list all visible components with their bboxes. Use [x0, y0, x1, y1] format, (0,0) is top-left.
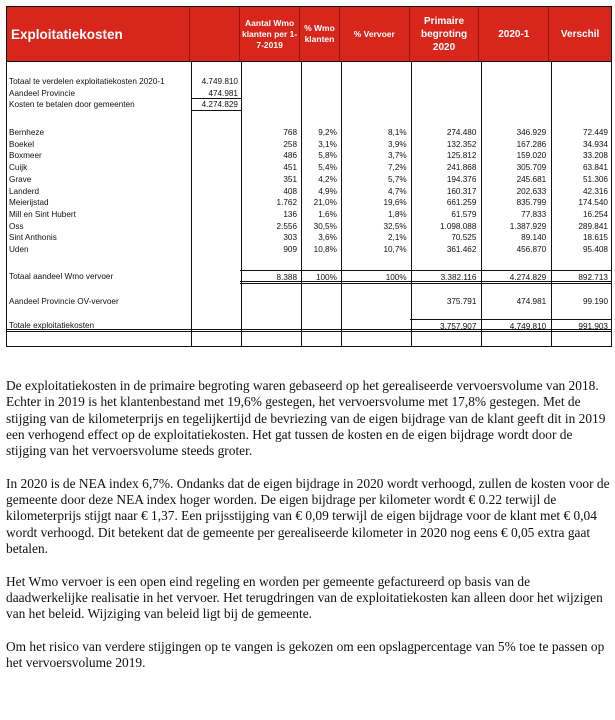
- verschil-cell: 72.449: [582, 128, 608, 138]
- y2020-1-cell: 456.870: [516, 244, 547, 254]
- paragraph-opslagpercentage: Om het risico van verdere stijgingen op te vangen is gekozen om een opslagpercentage van 5% toe te passen op het vervoersvolume 2019.: [6, 638, 605, 671]
- table-row: [7, 197, 611, 209]
- totaal-pct-vervoer: 100%: [340, 270, 410, 284]
- summary-value: 4.749.810: [201, 77, 238, 86]
- verschil-cell: 174.540: [578, 198, 608, 208]
- primaire-cell: 361.462: [446, 244, 477, 254]
- summary-label: Aandeel Provincie: [9, 88, 75, 98]
- table-row: [7, 209, 611, 221]
- pct-vervoer-cell: 7,2%: [387, 163, 407, 173]
- summary-row: [7, 99, 611, 111]
- gemeente-name: Boekel: [9, 139, 35, 149]
- primaire-cell: 132.352: [446, 139, 477, 149]
- pct-wmo-cell: 4,2%: [318, 174, 337, 184]
- totaal-wmo-label: Totaal aandeel Wmo vervoer: [9, 271, 114, 281]
- exploitatiekosten-table: [6, 6, 612, 347]
- verschil-cell: 16.254: [582, 209, 608, 219]
- pct-wmo-cell: 30,5%: [313, 221, 337, 231]
- table-row: [7, 150, 611, 162]
- table-row: [7, 162, 611, 174]
- table-row: [7, 174, 611, 186]
- totaal-2020-1: 4.274.829: [479, 270, 549, 284]
- pct-wmo-cell: 1,6%: [318, 209, 337, 219]
- pct-vervoer-cell: 3,7%: [387, 151, 407, 161]
- pct-wmo-cell: 5,8%: [318, 151, 337, 161]
- pct-wmo-cell: 21,0%: [313, 198, 337, 208]
- totale-2020-1: 4.749.810: [479, 319, 549, 332]
- totaal-verschil: 892.713: [549, 270, 611, 284]
- table-row: [7, 232, 611, 244]
- header-pct-wmo: % Wmo klanten: [300, 7, 340, 61]
- primaire-cell: 125.812: [446, 151, 477, 161]
- totaal-wmo-row: [7, 270, 611, 284]
- gemeente-name: Boxmeer: [9, 151, 42, 161]
- primaire-cell: 661.259: [446, 198, 477, 208]
- pct-wmo-cell: 3,1%: [318, 139, 337, 149]
- y2020-1-cell: 159.020: [516, 151, 547, 161]
- header-2020-1: 2020-1: [479, 7, 549, 61]
- pct-vervoer-cell: 1,8%: [387, 209, 407, 219]
- aantal-cell: 303: [283, 233, 298, 243]
- header-verschil: Verschil: [560, 28, 600, 40]
- pct-wmo-cell: 9,2%: [318, 128, 337, 138]
- pct-vervoer-cell: 19,6%: [383, 198, 407, 208]
- summary-row: [7, 76, 611, 88]
- primaire-cell: 1.098.088: [439, 221, 477, 231]
- provincie-ov-row: [7, 296, 611, 308]
- gemeente-name: Cuijk: [9, 163, 28, 173]
- aantal-cell: 451: [283, 163, 298, 173]
- verschil-cell: 18.615: [582, 233, 608, 243]
- verschil-cell: 95.408: [582, 244, 608, 254]
- pct-vervoer-cell: 5,7%: [387, 174, 407, 184]
- provincie-ov-label: Aandeel Provincie OV-vervoer: [9, 296, 119, 306]
- pct-wmo-cell: 5,4%: [318, 163, 337, 173]
- verschil-cell: 42.316: [582, 186, 608, 196]
- y2020-1-cell: 346.929: [516, 128, 547, 138]
- verschil-cell: 34.934: [582, 139, 608, 149]
- header-pct-vervoer: % Vervoer: [340, 7, 410, 61]
- aantal-cell: 408: [283, 186, 298, 196]
- gemeente-name: Mill en Sint Hubert: [9, 209, 76, 219]
- aantal-cell: 909: [283, 244, 298, 254]
- summary-label: Kosten te betalen door gemeenten: [9, 100, 135, 110]
- table-row: [7, 127, 611, 139]
- totale-primaire: 3.757.907: [410, 319, 480, 332]
- y2020-1-cell: 77.833: [521, 209, 547, 219]
- totaal-aantal: 8.388: [240, 270, 300, 284]
- primaire-cell: 70.525: [451, 233, 477, 243]
- summary-value: 474.981: [191, 88, 241, 100]
- provincie-2020-1: 474.981: [516, 296, 547, 306]
- table-row: [7, 244, 611, 256]
- explanation-text: [6, 378, 611, 688]
- aantal-cell: 258: [283, 139, 298, 149]
- y2020-1-cell: 305.709: [516, 163, 547, 173]
- provincie-primaire: 375.791: [446, 296, 477, 306]
- y2020-1-cell: 1.387.929: [509, 221, 547, 231]
- header-primaire: Primaire begroting 2020: [410, 7, 480, 61]
- gemeente-name: Bernheze: [9, 128, 45, 138]
- summary-label: Totaal te verdelen exploitatiekosten 2020-1: [9, 77, 165, 86]
- totale-label: Totale exploitatiekosten: [7, 319, 190, 332]
- y2020-1-cell: 245.681: [516, 174, 547, 184]
- table-row: [7, 139, 611, 151]
- pct-vervoer-cell: 32,5%: [383, 221, 407, 231]
- pct-vervoer-cell: 10,7%: [383, 244, 407, 254]
- provincie-verschil: 99.190: [582, 296, 608, 306]
- gemeente-name: Sint Anthonis: [9, 233, 57, 243]
- totale-row: [7, 319, 611, 332]
- gemeente-name: Uden: [9, 244, 29, 254]
- verschil-cell: 63.841: [582, 163, 608, 173]
- paragraph-wmo-vervoer: Het Wmo vervoer is een open eind regeling en worden per gemeente gefactureerd op basis van de daadwerkelijke realisatie in het vervoer. Het terugdringen van de exploitatiekosten kan alleen door het wijzigen van het beleid. Wijziging van beleid ligt bij de gemeente.: [6, 573, 603, 622]
- totale-verschil: 991.903: [549, 319, 611, 332]
- verschil-cell: 33.208: [582, 151, 608, 161]
- aantal-cell: 136: [283, 209, 298, 219]
- pct-wmo-cell: 3,6%: [318, 233, 337, 243]
- aantal-cell: 1.762: [276, 198, 298, 208]
- y2020-1-cell: 89.140: [521, 233, 547, 243]
- gemeente-name: Grave: [9, 174, 32, 184]
- aantal-cell: 351: [283, 174, 298, 184]
- pct-vervoer-cell: 3,9%: [387, 139, 407, 149]
- verschil-cell: 51.306: [582, 174, 608, 184]
- pct-wmo-cell: 10,8%: [313, 244, 337, 254]
- aantal-cell: 2.556: [276, 221, 298, 231]
- aantal-cell: 486: [283, 151, 298, 161]
- primaire-cell: 160.317: [446, 186, 477, 196]
- pct-vervoer-cell: 2,1%: [387, 233, 407, 243]
- primaire-cell: 194.376: [446, 174, 477, 184]
- paragraph-exploitatiekosten: De exploitatiekosten in de primaire begroting waren gebaseerd op het gerealiseerde vervoersvolume van 2018. Echter in 2019 is het klantenbestand met 19,6% gestegen, het vervoersvolume met 17,8% gestegen. Met de stijging van de kilometerprijs en tegelijkertijd de bevriezing van de eigen bijdrage van de klant geeft dit in 2019 een verhogend effect op de exploitatiekosten. Het gat tussen de kosten en de eigen bijdrage wordt door de stijging van het vervoersvolume steeds groter.: [6, 378, 606, 459]
- aantal-cell: 768: [283, 128, 298, 138]
- header-aantal: Aantal Wmo klanten per 1-7-2019: [240, 7, 300, 61]
- pct-wmo-cell: 4,9%: [318, 186, 337, 196]
- totaal-primaire: 3.382.116: [410, 270, 480, 284]
- verschil-cell: 289.841: [578, 221, 608, 231]
- y2020-1-cell: 202.633: [516, 186, 547, 196]
- paragraph-nea-index: In 2020 is de NEA index 6,7%. Ondanks dat de eigen bijdrage in 2020 wordt verhoogd, zullen de kosten voor de gemeente door deze NEA index hoger worden. De eigen bijdrage per kilometer wordt € 0.22 terwijl de kilometerprijs stijgt naar € 1,37. Een prijsstijging van € 0,09 terwijl de eigen bijdrage voor de klant met € 0,04 wordt verhoogd. Dit betekent dat de gemeente per gerealiseerde kilometer in 2020 nog eens € 0,05 extra gaat betalen.: [6, 475, 610, 556]
- summary-row: [7, 88, 611, 100]
- primaire-cell: 241.868: [446, 163, 477, 173]
- table-row: [7, 186, 611, 198]
- header-title: Exploitatiekosten: [7, 7, 190, 61]
- primaire-cell: 61.579: [451, 209, 477, 219]
- gemeente-name: Oss: [9, 221, 24, 231]
- primaire-cell: 274.480: [446, 128, 477, 138]
- totaal-pct-wmo: 100%: [300, 270, 340, 284]
- gemeente-name: Landerd: [9, 186, 40, 196]
- y2020-1-cell: 167.286: [516, 139, 547, 149]
- pct-vervoer-cell: 4,7%: [387, 186, 407, 196]
- y2020-1-cell: 835.799: [516, 198, 547, 208]
- table-header: [7, 6, 611, 62]
- header-blank: [190, 7, 240, 61]
- table-row: [7, 221, 611, 233]
- table-body: [7, 62, 611, 346]
- gemeente-name: Meierijstad: [9, 198, 49, 208]
- pct-vervoer-cell: 8,1%: [387, 128, 407, 138]
- summary-value: 4.274.829: [191, 99, 241, 111]
